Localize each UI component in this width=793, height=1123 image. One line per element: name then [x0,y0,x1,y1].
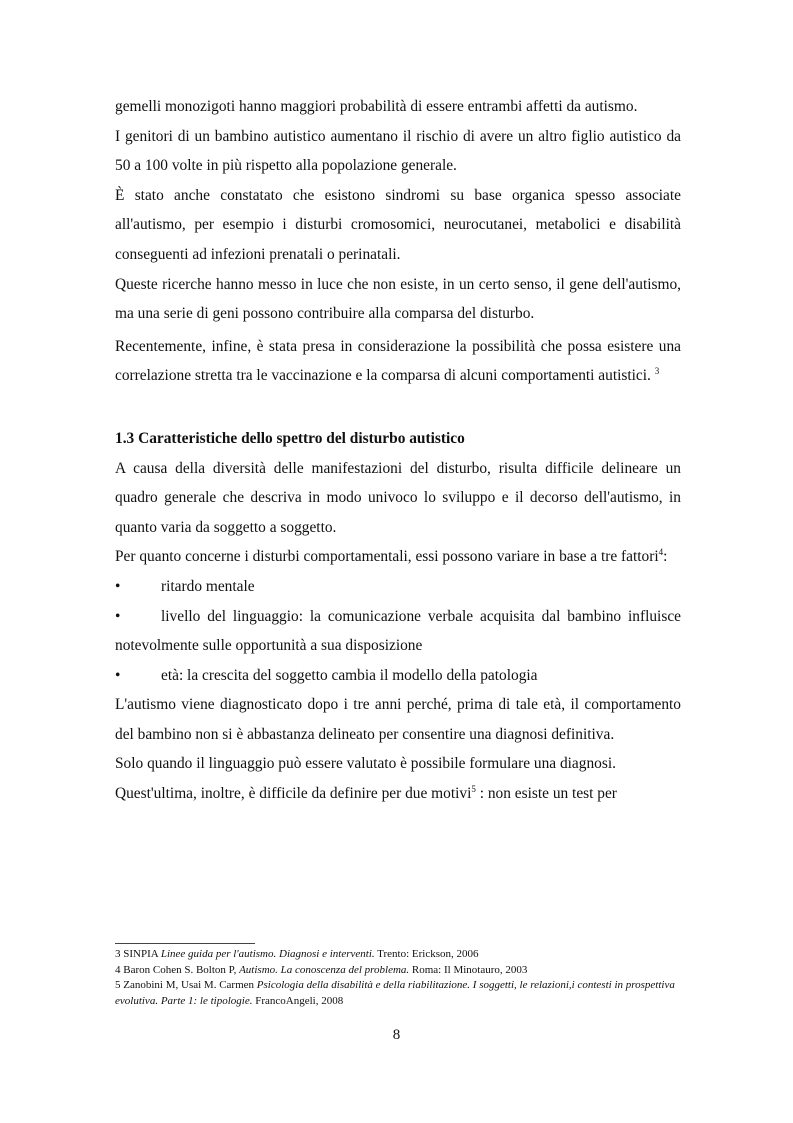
paragraph-3: È stato anche constatato che esistono sindromi su base organica spesso associate all'autismo, per esempio i disturbi cromosomici, neurocutanei, metabolici e disabilità conseguenti ad infezioni prenatali o perinatali. [115,186,681,263]
section-heading: 1.3 Caratteristiche dello spettro del disturbo autistico [115,429,465,447]
footnote-4-author: 4 Baron Cohen S. Bolton P, [115,963,240,976]
paragraph-5 [115,332,681,391]
footnote-ref-3: 3 [654,366,660,377]
paragraph-2: I genitori di un bambino autistico aumentano il rischio di avere un altro figlio autistico da 50 a 100 volte in più rispetto alla popolazione generale. [115,127,681,175]
paragraph-7-end: : [663,548,668,566]
bullet-icon: • [115,577,121,595]
paragraph-5-text: Recentemente, infine, è stata presa in considerazione la possibilità che possa esistere una correlazione stretta tra le vaccinazione e la comparsa di alcuni comportamenti autistici. [115,337,681,385]
paragraph-10-text: Quest'ultima, inoltre, è difficile da definire per due motivi [115,785,472,803]
paragraph-1: gemelli monozigoti hanno maggiori probabilità di essere entrambi affetti da autismo. [115,98,638,115]
paragraph-4: Queste ricerche hanno messo in luce che non esiste, in un certo senso, il gene dell'autismo, ma una serie di geni possono contribuire alla comparsa del disturbo. [115,275,681,323]
paragraph-6: A causa della diversità delle manifestazioni del disturbo, risulta difficile delineare un quadro generale che descriva in modo univoco lo sviluppo e il decorso dell'autismo, in quanto varia da soggetto a soggetto. [115,459,681,536]
bullet-icon: • [115,607,121,625]
footnote-5 [115,978,681,1009]
body-text [115,92,681,809]
footnote-4 [115,963,681,979]
footnote-3-title: Linee guida per l'autismo. Diagnosi e interventi. [160,948,375,960]
paragraph-10-end: : non esiste un test per [475,785,617,803]
footnote-3 [115,947,681,963]
footnote-5-author: 5 Zanobini M, Usai M. Carmen [115,979,257,991]
footnote-4-title: Autismo. La conoscenza del problema. [239,963,410,976]
footnotes [115,947,681,1009]
paragraph-7-text: Per quanto concerne i disturbi comportamentali, essi possono variare in base a tre fattori [115,548,659,566]
footnote-5-title: Psicologia della disabilità e della riabilitazione. I soggetti, le relazioni,i contesti in prospettiva evolutiva. Parte 1: le tipologie. [115,979,675,1007]
paragraph-9: Solo quando il linguaggio può essere valutato è possibile formulare una diagnosi. [115,755,616,773]
bullet-item [115,602,681,661]
footnote-5-publisher: FrancoAngeli, 2008 [252,994,344,1007]
bullet-item [115,661,681,691]
bullet-text: livello del linguaggio: la comunicazione verbale acquisita dal bambino influisce notevolmente sulle opportunità a sua disposizione [115,607,681,655]
paragraph-7 [115,542,681,572]
footnote-ref-5: 5 [471,784,476,795]
paragraph-8: L'autismo viene diagnosticato dopo i tre anni perché, prima di tale età, il comportamento del bambino non si è abbastanza delineato per consentire una diagnosi definitiva. [115,696,681,743]
bullet-item [115,572,681,602]
bullet-icon: • [115,666,121,684]
bullet-text: ritardo mentale [161,577,255,595]
footnote-3-author: 3 SINPIA [115,948,161,960]
footnote-ref-4: 4 [658,547,664,558]
page-number: 8 [392,1027,401,1043]
bullet-text: età: la crescita del soggetto cambia il modello della patologia [161,666,538,684]
footnote-4-publisher: Roma: Il Minotauro, 2003 [409,963,528,976]
footnote-separator [115,943,255,944]
footnote-3-publisher: Trento: Erickson, 2006 [374,948,479,960]
paragraph-10 [115,779,681,809]
